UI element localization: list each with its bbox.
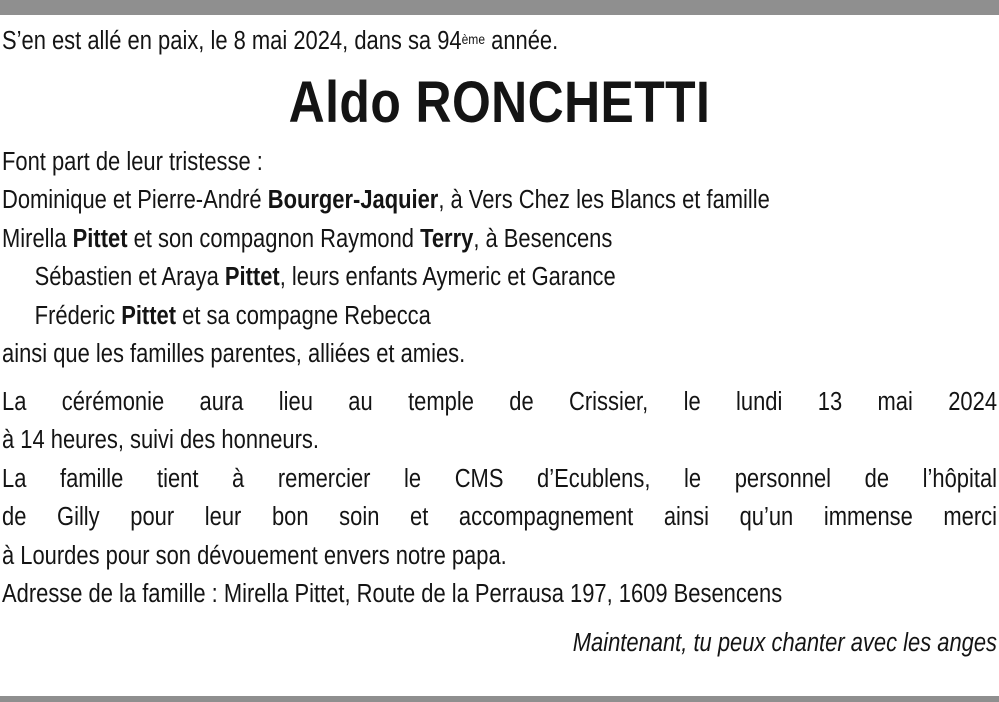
family-announcement: Font part de leur tristesse : xyxy=(2,147,263,176)
bottom-rule xyxy=(0,696,999,702)
relatives-line: ainsi que les familles parentes, alliées et amies. xyxy=(2,340,466,368)
mourner-text: et sa compagne Rebecca xyxy=(176,301,431,330)
mourner-surname: Pittet xyxy=(121,301,177,330)
closing-quote: Maintenant, tu peux chanter avec les anges xyxy=(572,628,998,657)
paragraph-gap xyxy=(2,374,997,383)
intro-text-end: année. xyxy=(485,27,559,55)
ceremony-line: à 14 heures, suivi des honneurs. xyxy=(2,426,319,454)
intro-text: S’en est allé en paix, le 8 mai 2024, dans sa 94 xyxy=(2,27,462,55)
deceased-name: Aldo RONCHETTI xyxy=(288,69,711,135)
mourner-text: Dominique et Pierre-André xyxy=(2,186,268,214)
mourner-text: Mirella xyxy=(2,224,73,253)
mourner-text: Fréderic xyxy=(34,301,122,330)
mourner-text: , à Besencens xyxy=(473,224,613,253)
mourner-text: et son compagnon Raymond xyxy=(127,224,421,253)
mourner-surname: Pittet xyxy=(72,224,128,253)
thanks-line: à Lourdes pour son dévouement envers notre papa. xyxy=(2,541,507,570)
mourner-line xyxy=(2,297,997,336)
mourner-surname: Bourger-Jaquier xyxy=(267,186,439,214)
mourner-line xyxy=(2,181,997,220)
intro-superscript: ème xyxy=(461,31,486,47)
intro-line xyxy=(2,22,997,61)
mourner-text: Sébastien et Araya xyxy=(34,263,225,291)
mourner-surname: Pittet xyxy=(224,263,280,291)
mourner-line xyxy=(2,258,997,297)
thanks-line: La famille tient à remercier le CMS d’Ecublens, le personnel de l’hôpital xyxy=(2,464,998,493)
ceremony-line: La cérémonie aura lieu au temple de Crissier, le lundi 13 mai 2024 xyxy=(2,387,998,416)
obituary-notice xyxy=(2,22,997,662)
mourner-line xyxy=(2,220,997,259)
family-address: Adresse de la famille : Mirella Pittet, Route de la Perrausa 197, 1609 Besencens xyxy=(2,580,783,608)
top-rule xyxy=(0,0,999,15)
thanks-line: de Gilly pour leur bon soin et accompagnement ainsi qu’un immense merci xyxy=(2,503,998,531)
mourner-text: , leurs enfants Aymeric et Garance xyxy=(279,263,616,291)
mourner-surname: Terry xyxy=(420,224,474,253)
mourner-text: , à Vers Chez les Blancs et famille xyxy=(438,186,770,214)
